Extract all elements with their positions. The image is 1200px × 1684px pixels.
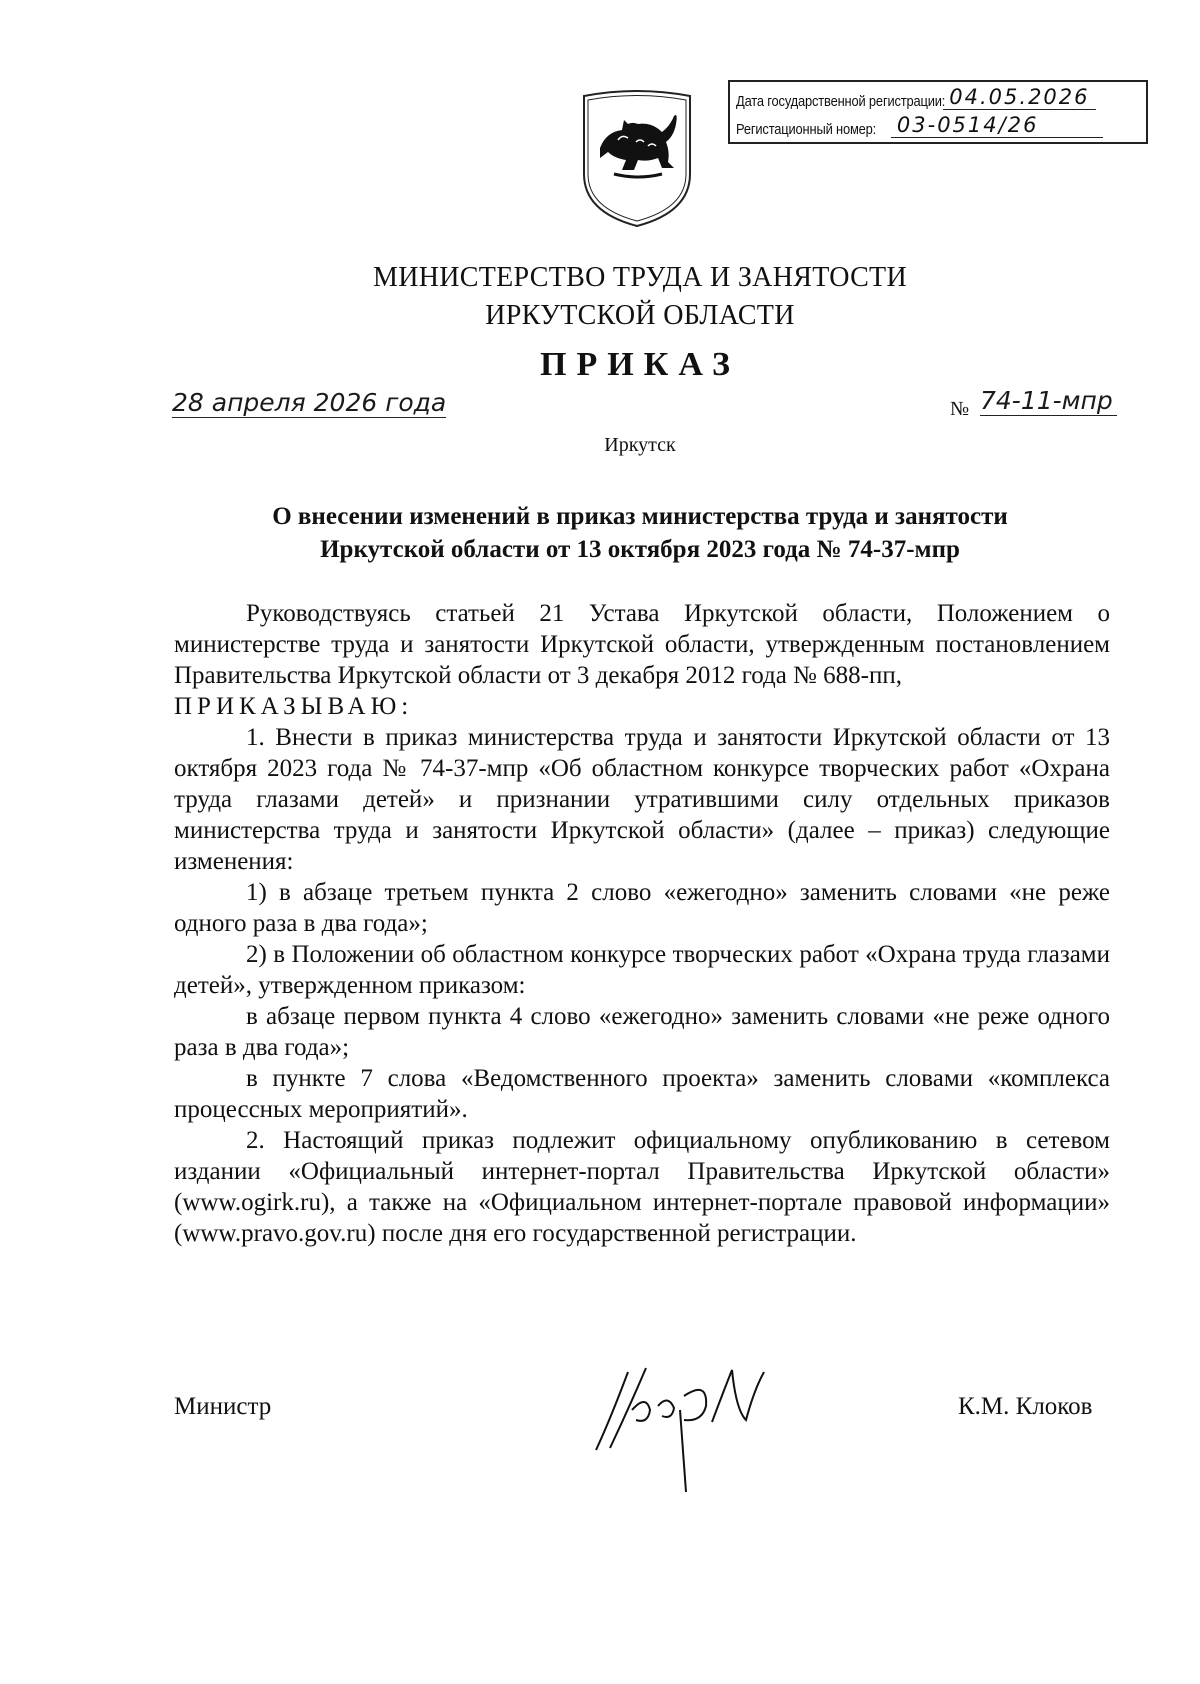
- item-1-2: 2) в Положении об областном конкурсе творческих работ «Охрана труда глазами детей», утвержденном приказом:: [174, 941, 1110, 999]
- reg-number-label: Регистационный номер:: [736, 121, 877, 138]
- document-body: [174, 598, 1110, 1249]
- item-1-2-b: в пункте 7 слова «Ведомственного проекта» заменить словами «комплекса процессных мероприятий».: [174, 1065, 1110, 1123]
- subject-line1: О внесении изменений в приказ министерства труда и занятости: [272, 503, 1008, 530]
- handwritten-signature: [588, 1350, 788, 1500]
- reg-number-value: 03-0514/26: [891, 113, 1103, 138]
- reg-date-row: [736, 84, 1096, 110]
- document-type-title: ПРИКАЗ: [540, 346, 740, 383]
- reg-date-label: Дата государственной регистрации:: [736, 93, 946, 110]
- order-date-text: 28 апреля 2026 года: [172, 388, 447, 417]
- order-number-label: №: [950, 398, 970, 420]
- document-subject: [170, 500, 1110, 566]
- preamble-paragraph: Руководствуясь статьей 21 Устава Иркутской области, Положением о министерстве труда и занятости Иркутской области, утвержденным постановлением Правительства Иркутской области от 3 декабря 2012 года № 688-пп,: [174, 600, 1110, 689]
- registration-stamp: [728, 80, 1148, 144]
- irkutsk-coat-of-arms-icon: [578, 82, 696, 230]
- order-word: ПРИКАЗЫВАЮ:: [174, 693, 414, 720]
- item-2: 2. Настоящий приказ подлежит официальному опубликованию в сетевом издании «Официальный интернет-портал Правительства Иркутской области» (www.ogirk.ru), а также на «Официальном интернет-портале правовой информации» (www.pravo.gov.ru) после дня его государственной регистрации.: [174, 1127, 1110, 1247]
- order-number: 74-11-мпр: [980, 386, 1117, 416]
- item-1: 1. Внести в приказ министерства труда и занятости Иркутской области от 13 октября 2023 года № 74-37-мпр «Об областном конкурсе творческих работ «Охрана труда глазами детей» и признании утратившими силу отдельных приказов министерства труда и занятости Иркутской области» (далее – приказ) следующие изменения:: [174, 724, 1110, 875]
- ministry-name-line1: МИНИСТЕРСТВО ТРУДА И ЗАНЯТОСТИ: [373, 262, 907, 293]
- ministry-name-line2: ИРКУТСКОЙ ОБЛАСТИ: [485, 300, 795, 331]
- order-date: [172, 388, 446, 417]
- reg-date-value: 04.05.2026: [943, 85, 1095, 110]
- city: Иркутск: [604, 434, 676, 456]
- reg-number-row: [736, 112, 1103, 138]
- signatory-position: Министр: [174, 1393, 272, 1420]
- item-1-1: 1) в абзаце третьем пункта 2 слово «ежегодно» заменить словами «не реже одного раза в два года»;: [174, 879, 1110, 937]
- item-1-2-a: в абзаце первом пункта 4 слово «ежегодно» заменить словами «не реже одного раза в два года»;: [174, 1003, 1110, 1061]
- signatory-name: К.М. Клоков: [958, 1393, 1093, 1420]
- subject-line2: Иркутской области от 13 октября 2023 года № 74-37-мпр: [320, 536, 960, 563]
